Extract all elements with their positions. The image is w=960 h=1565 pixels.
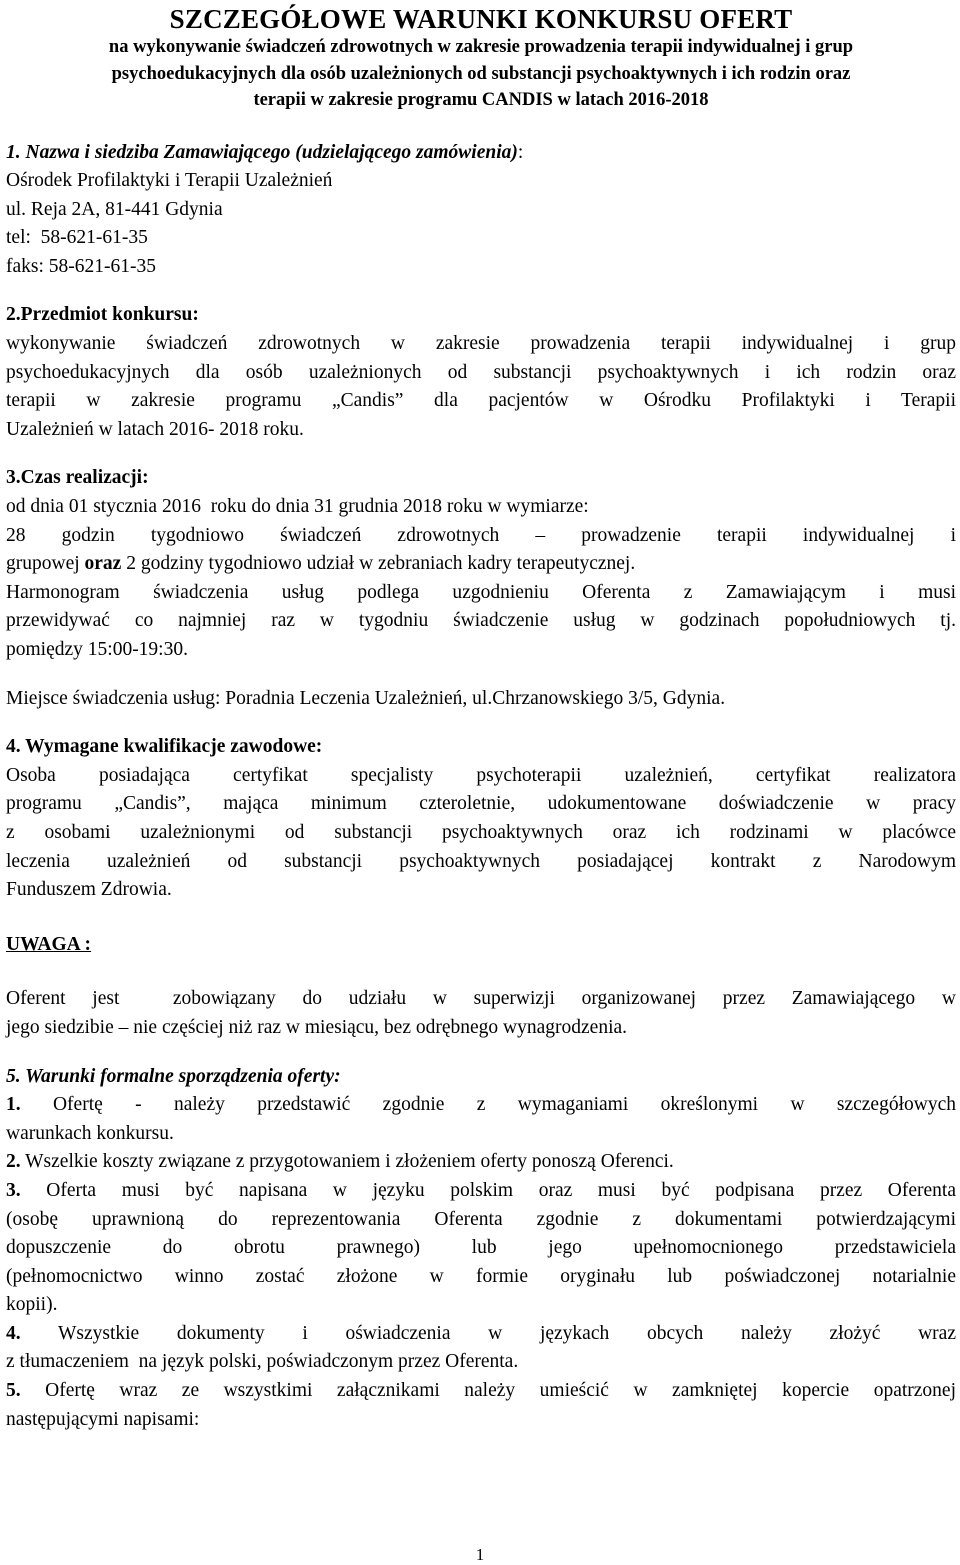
document-page: [6, 0, 956, 1434]
section-3-hours-cont-a: grupowej: [6, 553, 85, 575]
document-subtitle-line-3: terapii w zakresie programu CANDIS w latach 2016-2018: [253, 90, 709, 110]
section-3-schedule-line-3: pomiędzy 15:00-19:30.: [6, 639, 188, 660]
section-3-schedule-line-2: przewidywać co najmniej raz w tygodniu świadczenie usług w godzinach popołudniowych tj.: [6, 610, 956, 632]
section-5-item-4-line-2: z tłumaczeniem na język polski, poświadczonym przez Oferenta.: [6, 1351, 519, 1373]
section-5-item-3-line-2: (osobę uprawnioną do reprezentowania Oferenta zgodnie z dokumentami potwierdzającymi: [6, 1208, 956, 1230]
section-3-hours: 28 godzin tygodniowo świadczeń zdrowotnych – prowadzenie terapii indywidualnej i: [6, 524, 956, 546]
section-2-heading: 2.Przedmiot konkursu:: [6, 304, 199, 326]
section-4-line-2: programu „Candis”, mająca minimum czteroletnie, udokumentowane doświadczenie w pracy: [6, 793, 956, 815]
item-5-text: Ofertę wraz ze wszystkimi załącznikami należy umieścić w zamkniętej kopercie opatrzonej: [20, 1380, 956, 1402]
section-4-line-1: Osoba posiadająca certyfikat specjalisty psychoterapii uzależnień, certyfikat realizatora: [6, 764, 956, 786]
item-2-text: Wszelkie koszty związane z przygotowaniem i złożeniem oferty ponoszą Oferenci.: [20, 1151, 674, 1173]
section-5-item-1-line-2: warunkach konkursu.: [6, 1122, 174, 1144]
section-3-place: Miejsce świadczenia usług: Poradnia Leczenia Uzależnień, ul.Chrzanowskiego 3/5, Gdynia.: [6, 687, 726, 709]
orderer-fax: faks: 58-621-61-35: [6, 255, 157, 277]
section-1-heading-text: 1. Nazwa i siedziba Zamawiającego (udzielającego zamówienia): [6, 141, 518, 163]
section-5-heading: 5. Warunki formalne sporządzenia oferty:: [6, 1065, 341, 1087]
section-2-line-4: Uzależnień w latach 2016- 2018 roku.: [6, 418, 304, 440]
section-5-item-3-line-1: [6, 1177, 956, 1206]
section-3-oraz: oraz: [84, 553, 122, 575]
document-subtitle-line-1: na wykonywanie świadczeń zdrowotnych w zakresie prowadzenia terapii indywidualnej i grup: [108, 37, 854, 57]
section-5-item-3-line-5: kopii).: [6, 1294, 58, 1316]
section-2-line-2: psychoedukacyjnych dla osób uzależnionych od substancji psychoaktywnych i ich rodzin oraz: [6, 361, 956, 383]
section-5-item-5-line-2: następującymi napisami:: [6, 1408, 200, 1430]
section-1-heading: [6, 139, 956, 168]
uwaga-heading: UWAGA :: [6, 933, 92, 955]
section-3-hours-cont: [6, 550, 956, 579]
orderer-phone: tel: 58-621-61-35: [6, 227, 148, 249]
section-4-line-5: Funduszem Zdrowia.: [6, 879, 172, 901]
section-1-heading-colon: :: [517, 141, 524, 163]
section-5-item-3-line-3: dopuszczenie do obrotu prawnego) lub jego upełnomocnionego przedstawiciela: [6, 1237, 956, 1259]
uwaga-line-1: Oferent jest zobowiązany do udziału w superwizji organizowanej przez Zamawiającego w: [6, 988, 956, 1010]
section-4-heading: 4. Wymagane kwalifikacje zawodowe:: [6, 736, 323, 758]
item-1-number: 1.: [6, 1094, 21, 1116]
item-5-number: 5.: [6, 1380, 21, 1402]
orderer-name: Ośrodek Profilaktyki i Terapii Uzależnień: [6, 170, 333, 192]
item-3-text: Oferta musi być napisana w języku polskim oraz musi być podpisana przez Oferenta: [20, 1179, 956, 1201]
uwaga-line-2: jego siedzibie – nie częściej niż raz w miesiącu, bez odrębnego wynagrodzenia.: [6, 1016, 628, 1038]
page-number: 1: [475, 1545, 485, 1564]
item-3-number: 3.: [6, 1179, 21, 1201]
section-3-hours-cont-c: 2 godziny tygodniowo udział w zebraniach kadry terapeutycznej.: [121, 553, 636, 575]
item-1-text: Ofertę - należy przedstawić zgodnie z wymaganiami określonymi w szczegółowych: [20, 1094, 956, 1116]
section-4-line-4: leczenia uzależnień od substancji psychoaktywnych posiadającej kontrakt z Narodowym: [6, 850, 956, 872]
document-subtitle-line-2: psychoedukacyjnych dla osób uzależnionych od substancji psychoaktywnych i ich rodzin oraz: [111, 63, 851, 84]
item-4-text: Wszystkie dokumenty i oświadczenia w językach obcych należy złożyć wraz: [20, 1322, 956, 1344]
section-2-line-1: wykonywanie świadczeń zdrowotnych w zakresie prowadzenia terapii indywidualnej i grup: [6, 333, 956, 355]
item-4-number: 4.: [6, 1322, 21, 1344]
section-3-schedule-line-1: Harmonogram świadczenia usług podlega uzgodnieniu Oferenta z Zamawiającym i musi: [6, 581, 956, 603]
section-5-item-2-line-1: [6, 1148, 956, 1177]
section-5-item-3-line-4: (pełnomocnictwo winno zostać złożone w formie oryginału lub poświadczonej notarialnie: [6, 1265, 956, 1287]
orderer-address: ul. Reja 2A, 81-441 Gdynia: [6, 198, 223, 220]
section-3-heading: 3.Czas realizacji:: [6, 467, 149, 489]
section-5-item-1-line-1: [6, 1091, 956, 1120]
section-3-period: od dnia 01 stycznia 2016 roku do dnia 31 grudnia 2018 roku w wymiarze:: [6, 496, 589, 518]
section-2-line-3: terapii w zakresie programu „Candis” dla pacjentów w Ośrodku Profilaktyki i Terapii: [6, 390, 956, 412]
section-4-line-3: z osobami uzależnionymi od substancji psychoaktywnych oraz ich rodzinami w placówce: [6, 821, 956, 843]
section-5-item-5-line-1: [6, 1377, 956, 1406]
item-2-number: 2.: [6, 1151, 21, 1173]
document-title: SZCZEGÓŁOWE WARUNKI KONKURSU OFERT: [169, 4, 793, 34]
section-5-item-4-line-1: [6, 1320, 956, 1349]
